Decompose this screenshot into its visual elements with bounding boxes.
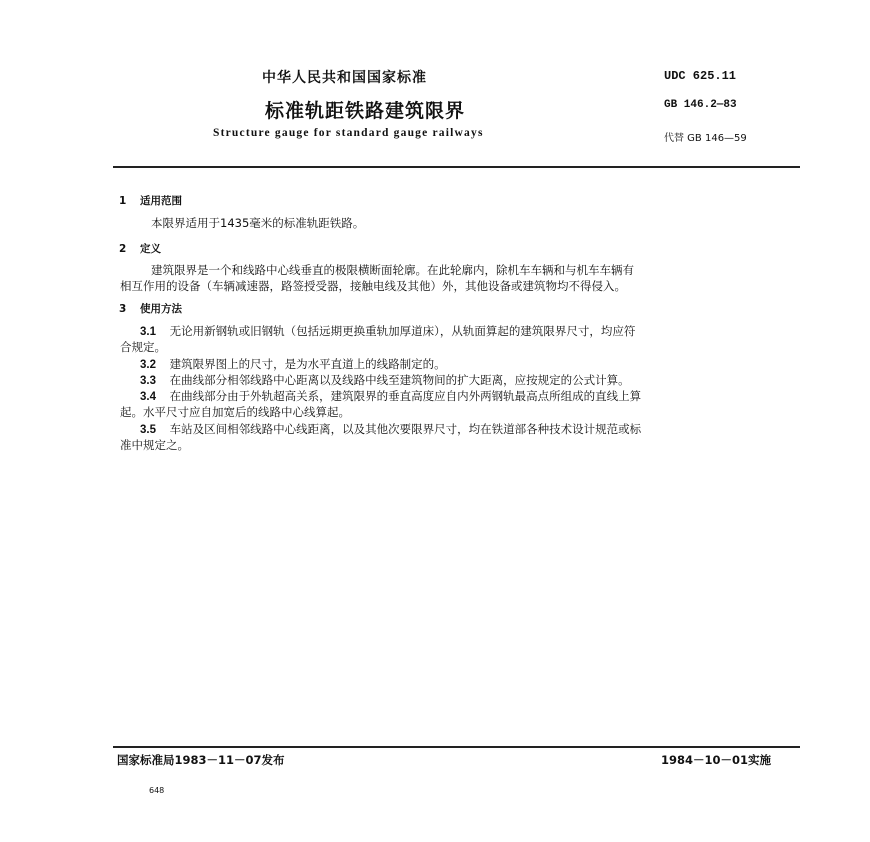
clause-number: 3.3 xyxy=(140,375,156,387)
document-title-en: Structure gauge for standard gauge railways xyxy=(213,127,484,139)
section-3-heading xyxy=(119,301,182,316)
clause-3-4 xyxy=(140,388,641,405)
clause-text: 无论用新钢轨或旧钢轨（包括远期更换重轨加厚道床），从轨面算起的建筑限界尺寸，均应符 xyxy=(169,324,636,338)
standard-body-title: 中华人民共和国国家标准 xyxy=(262,70,427,86)
clause-3-3 xyxy=(140,372,630,389)
gb-code: GB 146.2—83 xyxy=(664,99,737,111)
section-number: 3 xyxy=(119,303,127,315)
clause-text: 建筑限界图上的尺寸，是为水平直道上的线路制定的。 xyxy=(169,357,446,371)
section-1-paragraph: 本限界适用于1435毫米的标准轨距铁路。 xyxy=(151,216,365,230)
replaces-code: 代替 GB 146—59 xyxy=(664,133,747,144)
clause-number: 3.4 xyxy=(140,391,156,403)
clause-number: 3.2 xyxy=(140,359,156,371)
footer-divider xyxy=(113,746,800,748)
clause-number: 3.1 xyxy=(140,326,156,338)
section-title: 定义 xyxy=(139,243,161,255)
clause-text: 在曲线部分由于外轨超高关系，建筑限界的垂直高度应自内外两钢轨最高点所组成的直线上算 xyxy=(169,389,642,403)
page-number: 648 xyxy=(149,786,165,795)
section-2-heading xyxy=(119,241,161,256)
section-title: 适用范围 xyxy=(139,195,182,207)
udc-code: UDC 625.11 xyxy=(664,69,737,83)
document-title-cn: 标准轨距铁路建筑限界 xyxy=(265,100,466,122)
section-2-line-1: 建筑限界是一个和线路中心线垂直的极限横断面轮廓。在此轮廓内，除机车车辆和与机车车辆有 xyxy=(151,263,634,277)
section-1-heading xyxy=(119,193,182,208)
clause-3-1-cont: 合规定。 xyxy=(120,340,166,354)
header-divider xyxy=(113,166,800,168)
clause-text: 在曲线部分相邻线路中心距离以及线路中线至建筑物间的扩大距离，应按规定的公式计算。 xyxy=(169,373,630,387)
section-number: 1 xyxy=(119,195,127,207)
clause-text: 车站及区间相邻线路中心线距离，以及其他次要限界尺寸，均在铁道部各种技术设计规范或标 xyxy=(169,422,642,436)
issued-date: 国家标准局1983－11－07发布 xyxy=(117,753,285,767)
clause-3-1 xyxy=(140,323,635,340)
clause-3-5 xyxy=(140,421,641,438)
clause-number: 3.5 xyxy=(140,424,156,436)
clause-3-5-cont: 准中规定之。 xyxy=(120,438,189,452)
effective-date: 1984－10－01实施 xyxy=(661,753,772,767)
section-2-line-2: 相互作用的设备（车辆减速器，路签授受器，接触电线及其他）外，其他设备或建筑物均不得侵入。 xyxy=(120,279,626,293)
clause-3-2 xyxy=(140,356,446,373)
section-title: 使用方法 xyxy=(139,303,182,315)
clause-3-4-cont: 起。水平尺寸应自加宽后的线路中心线算起。 xyxy=(120,405,350,419)
section-number: 2 xyxy=(119,243,127,255)
